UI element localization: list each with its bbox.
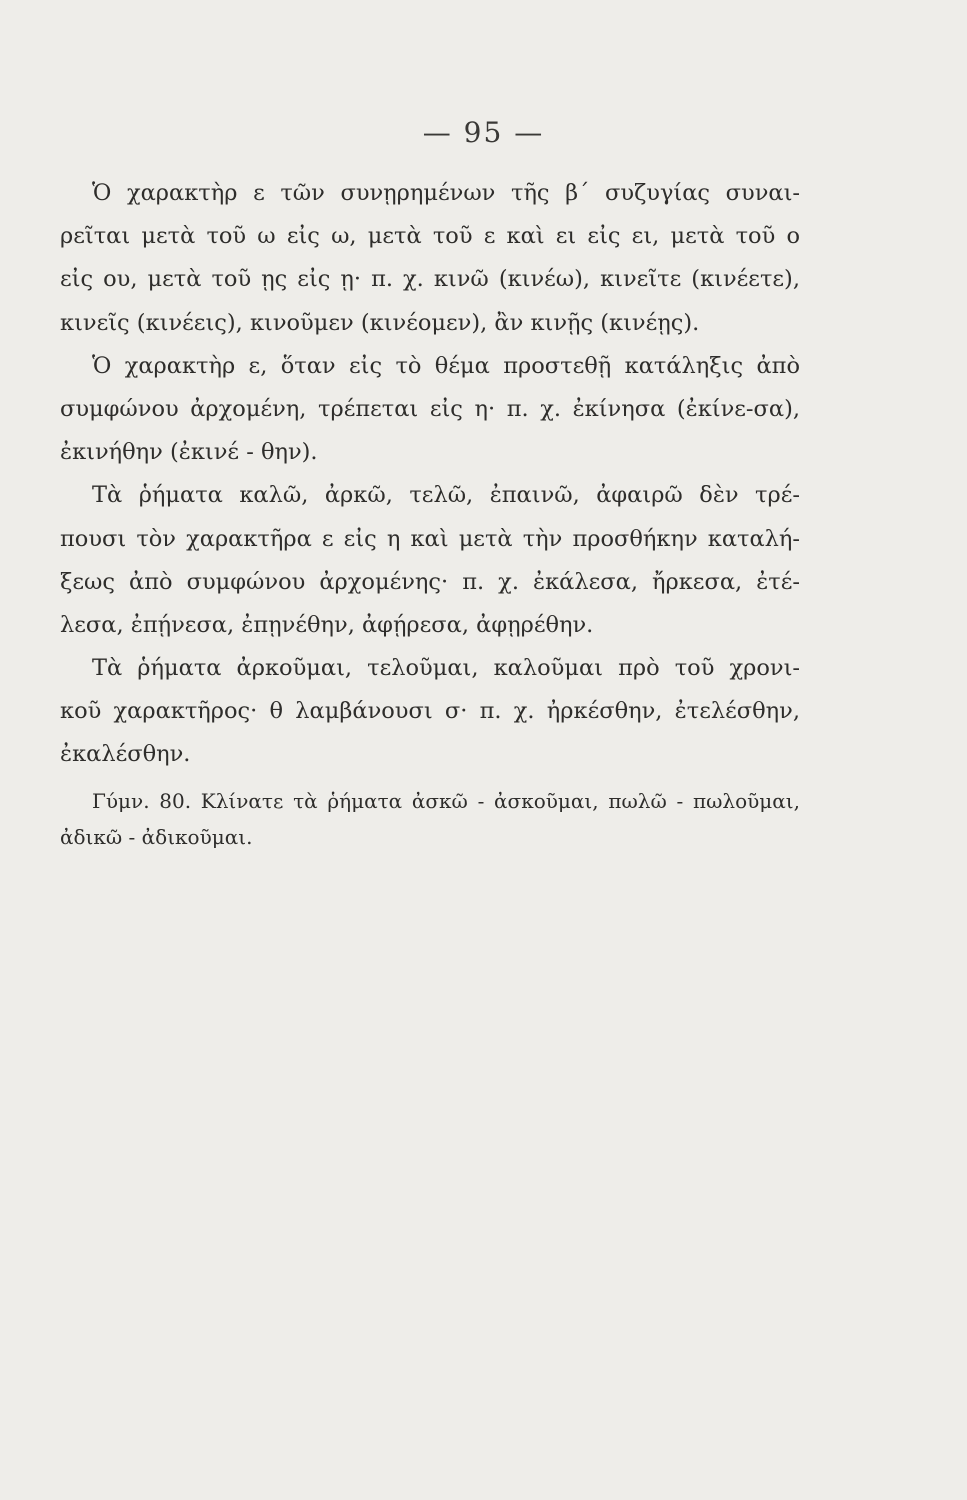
text-line: ἐκινήθην (ἐκινέ - θην). [60, 439, 318, 466]
text-line: Τὰ ῥήματα καλῶ, ἀρκῶ, τελῶ, ἐπαινῶ, ἀφαιρῶ δὲν τρέ- [92, 482, 800, 509]
main-text [60, 172, 800, 855]
text-line: Τὰ ῥήματα ἀρκοῦμαι, τελοῦμαι, καλοῦμαι πρὸ τοῦ χρονι- [92, 655, 800, 682]
text-line: ξεως ἀπὸ συμφώνου ἀρχομένης· π. χ. ἐκάλεσα, ἤρκεσα, ἐτέ- [60, 568, 800, 595]
text-line: κοῦ χαρακτῆρος· θ λαμβάνουσι σ· π. χ. ἠρκέσθην, ἐτελέσθην, [60, 698, 800, 725]
page-number: — 95 — [422, 116, 545, 149]
text-line: πουσι τὸν χαρακτῆρα ε εἰς η καὶ μετὰ τὴν προσθήκην καταλή- [60, 525, 800, 552]
exercise-line: ἀδικῶ - ἀδικοῦμαι. [60, 824, 253, 849]
text-line: Ὁ χαρακτὴρ ε, ὅταν εἰς τὸ θέμα προστεθῇ κατάληξις ἀπὸ [92, 352, 800, 379]
exercise-line: Γύμν. 80. Κλίνατε τὰ ῥήματα ἀσκῶ - ἀσκοῦμαι, πωλῶ - πωλοῦμαι, [92, 788, 800, 813]
text-line: ἐκαλέσθην. [60, 741, 191, 768]
text-line: συμφώνου ἀρχομένη, τρέπεται εἰς η· π. χ. ἐκίνησα (ἐκίνε-σα), [60, 395, 800, 422]
text-line: Ὁ χαρακτὴρ ε τῶν συνῃρημένων τῆς β΄ συζυγίας συναι- [92, 180, 800, 206]
text-line: ρεῖται μετὰ τοῦ ω εἰς ω, μετὰ τοῦ ε καὶ ει εἰς ει, μετὰ τοῦ ο [60, 223, 800, 250]
text-line: λεσα, ἐπῄνεσα, ἐπῃνέθην, ἀφῄρεσα, ἀφῃρέθην. [60, 611, 594, 638]
text-line: κινεῖς (κινέεις), κινοῦμεν (κινέομεν), ἂν κινῇς (κινέῃς). [60, 309, 700, 336]
text-line: εἰς ου, μετὰ τοῦ ῃς εἰς ῃ· π. χ. κινῶ (κινέω), κινεῖτε (κινέετε), [60, 266, 800, 293]
